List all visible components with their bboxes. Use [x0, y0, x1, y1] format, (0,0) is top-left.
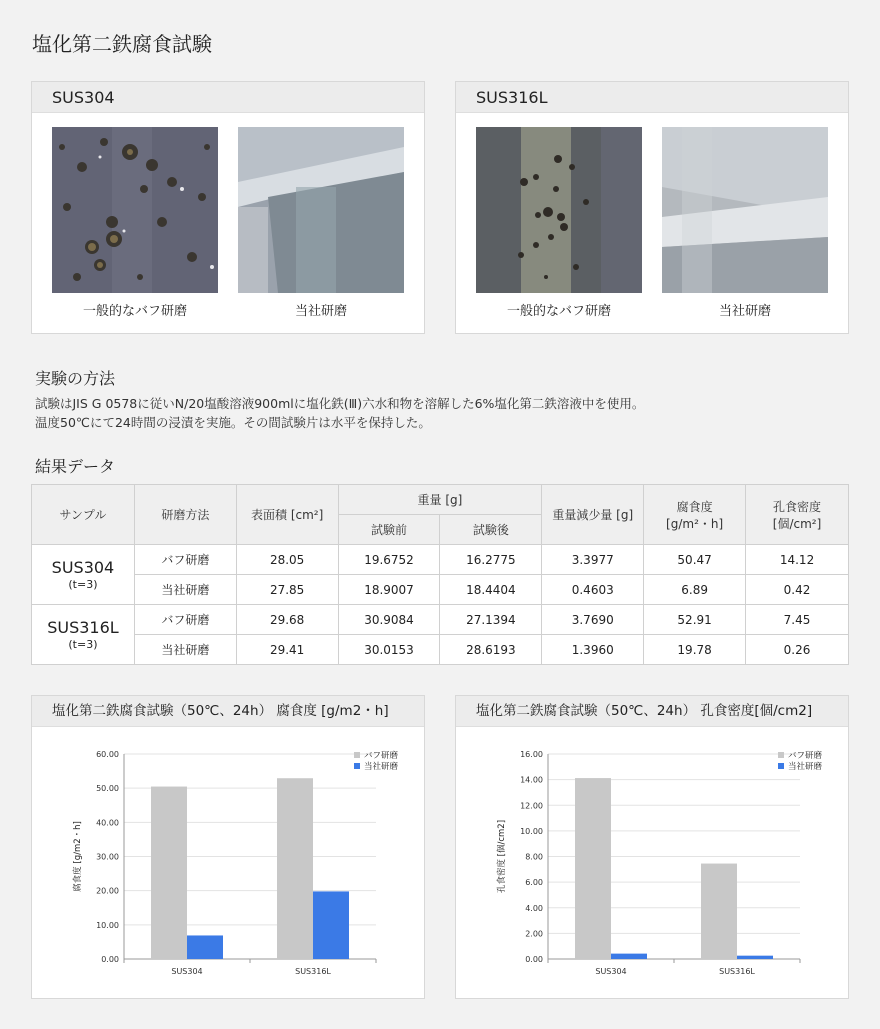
cell-after: 18.4404 [440, 575, 542, 605]
y-tick-label: 0.00 [525, 955, 543, 964]
method-line: 温度50℃にて24時間の浸漬を実施。その間試験片は水平を保持した。 [35, 415, 431, 430]
chart-panel-pitting [455, 695, 849, 999]
cell-pitting: 14.12 [746, 545, 849, 575]
bar [611, 954, 647, 959]
header-area: 表面積 [cm²] [236, 485, 338, 545]
header-corrosion [644, 485, 746, 545]
table-row [32, 605, 849, 635]
cell-method: バフ研磨 [134, 545, 236, 575]
x-tick-label: SUS316L [719, 967, 755, 976]
photo-sus304-buff [52, 127, 218, 293]
header-pitting-unit: [個/cm²] [772, 516, 822, 531]
cell-pitting: 0.42 [746, 575, 849, 605]
chart-title: 塩化第二鉄腐食試験（50℃、24h） 孔食密度[個/cm2] [456, 696, 848, 727]
legend-label: 当社研磨 [788, 762, 823, 772]
cell-method: 当社研磨 [134, 575, 236, 605]
legend-swatch [778, 752, 784, 758]
photo-sus304-company [238, 127, 404, 293]
x-tick-label: SUS304 [171, 967, 203, 976]
sample-name: SUS304 [51, 558, 115, 577]
cell-after: 16.2775 [440, 545, 542, 575]
method-line: 試験はJIS G 0578に従いN/20塩酸溶液900mlに塩化鉄(Ⅲ)六水和物を溶解した6%塩化第二鉄溶液中を使用。 [35, 396, 645, 411]
y-axis-label: 腐食度 [g/m2・h] [73, 821, 83, 892]
header-after: 試験後 [440, 515, 542, 545]
legend-label: 当社研磨 [364, 762, 399, 772]
bar [151, 787, 187, 959]
bar [187, 935, 223, 959]
sample-panel-title: SUS316L [456, 82, 848, 113]
y-tick-label: 6.00 [525, 878, 543, 888]
cell-area: 28.05 [236, 545, 338, 575]
header-corrosion-label: 腐食度 [676, 499, 713, 514]
sample-note: (t=3) [68, 638, 98, 651]
y-tick-label: 12.00 [520, 801, 543, 811]
corrosion-rate-chart [32, 727, 424, 997]
cell-before: 30.9084 [338, 605, 440, 635]
y-tick-label: 16.00 [520, 750, 543, 759]
legend-swatch [354, 752, 360, 758]
header-corrosion-unit: [g/m²・h] [666, 516, 724, 531]
y-tick-label: 40.00 [96, 818, 119, 828]
header-before: 試験前 [338, 515, 440, 545]
cell-before: 19.6752 [338, 545, 440, 575]
page-title: 塩化第二鉄腐食試験 [32, 32, 212, 56]
header-method: 研磨方法 [134, 485, 236, 545]
cell-area: 29.41 [236, 635, 338, 665]
y-tick-label: 4.00 [525, 903, 543, 913]
header-weight: 重量 [g] [338, 485, 542, 515]
bar [277, 778, 313, 959]
sample-panel-sus304 [31, 81, 425, 334]
table-row [32, 545, 849, 575]
header-pitting-label: 孔食密度 [773, 499, 822, 514]
legend-swatch [778, 763, 784, 769]
y-tick-label: 10.00 [96, 920, 119, 930]
cell-after: 27.1394 [440, 605, 542, 635]
results-table [31, 484, 849, 665]
sample-panel-sus316l [455, 81, 849, 334]
y-axis-label: 孔食密度 [個/cm2] [497, 819, 507, 894]
header-loss: 重量減少量 [g] [542, 485, 644, 545]
y-tick-label: 50.00 [96, 784, 119, 794]
chart-title: 塩化第二鉄腐食試験（50℃、24h） 腐食度 [g/m2・h] [32, 696, 424, 727]
bar [701, 864, 737, 959]
sample-panel-title: SUS304 [32, 82, 424, 113]
cell-loss: 1.3960 [542, 635, 644, 665]
photo-caption: 当社研磨 [718, 304, 771, 319]
table-row [32, 575, 849, 605]
y-tick-label: 14.00 [520, 775, 543, 785]
photo-sus316l-buff [476, 127, 642, 293]
cell-pitting: 7.45 [746, 605, 849, 635]
photo-caption: 当社研磨 [294, 304, 347, 319]
legend-swatch [354, 763, 360, 769]
bar [575, 778, 611, 959]
sample-cell [32, 605, 135, 665]
legend-label: バフ研磨 [364, 751, 399, 761]
cell-area: 27.85 [236, 575, 338, 605]
chart-panel-corrosion [31, 695, 425, 999]
sample-cell [32, 545, 135, 605]
cell-area: 29.68 [236, 605, 338, 635]
method-text [35, 394, 644, 432]
cell-pitting: 0.26 [746, 635, 849, 665]
photo-sus316l-company [662, 127, 828, 293]
cell-before: 18.9007 [338, 575, 440, 605]
pitting-density-chart [456, 727, 848, 997]
bar [313, 891, 349, 959]
y-tick-label: 10.00 [520, 826, 543, 836]
y-tick-label: 30.00 [96, 852, 119, 862]
y-tick-label: 2.00 [525, 929, 543, 939]
x-tick-label: SUS316L [295, 967, 331, 976]
cell-method: バフ研磨 [134, 605, 236, 635]
sample-name: SUS316L [47, 618, 119, 637]
y-tick-label: 20.00 [96, 886, 119, 896]
cell-corrosion: 50.47 [644, 545, 746, 575]
header-pitting [746, 485, 849, 545]
cell-loss: 3.7690 [542, 605, 644, 635]
legend-label: バフ研磨 [788, 751, 823, 761]
method-heading: 実験の方法 [35, 369, 116, 388]
x-tick-label: SUS304 [595, 967, 627, 976]
photo-caption: 一般的なバフ研磨 [506, 304, 611, 319]
bar [737, 956, 773, 959]
cell-corrosion: 6.89 [644, 575, 746, 605]
cell-corrosion: 52.91 [644, 605, 746, 635]
y-tick-label: 0.00 [101, 955, 119, 964]
cell-before: 30.0153 [338, 635, 440, 665]
cell-corrosion: 19.78 [644, 635, 746, 665]
cell-after: 28.6193 [440, 635, 542, 665]
results-heading: 結果データ [35, 457, 116, 476]
y-tick-label: 60.00 [96, 750, 119, 759]
table-row [32, 635, 849, 665]
sample-note: (t=3) [68, 578, 98, 591]
cell-loss: 3.3977 [542, 545, 644, 575]
cell-loss: 0.4603 [542, 575, 644, 605]
cell-method: 当社研磨 [134, 635, 236, 665]
header-sample: サンプル [32, 485, 135, 545]
photo-caption: 一般的なバフ研磨 [82, 304, 187, 319]
y-tick-label: 8.00 [525, 852, 543, 862]
